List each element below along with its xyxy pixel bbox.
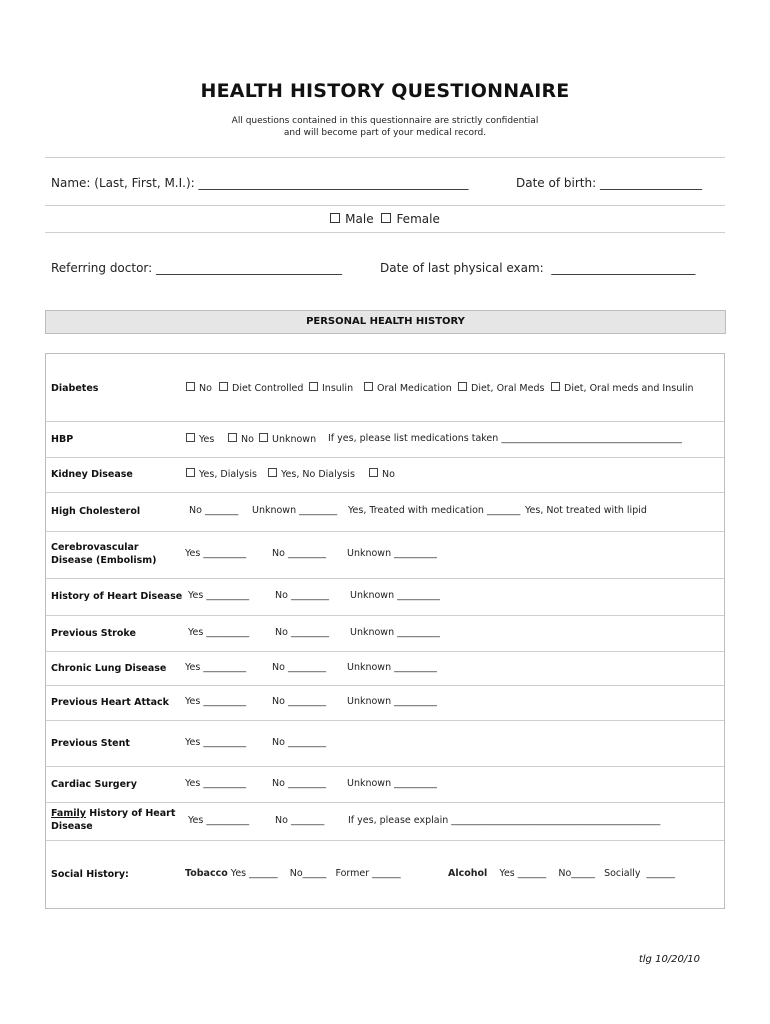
diabetes-insulin-option[interactable]: Insulin <box>309 382 353 394</box>
table-row <box>46 492 724 532</box>
diabetes-oral-option[interactable]: Oral Medication <box>364 382 452 394</box>
page-title: HEALTH HISTORY QUESTIONNAIRE <box>200 80 570 102</box>
referring-line[interactable]: _______________________________ <box>156 261 343 275</box>
checkbox[interactable] <box>309 382 318 391</box>
footer-code: tlg 10/20/10 <box>638 954 700 965</box>
hbp-yes-option[interactable]: Yes <box>186 433 214 445</box>
row-label: High Cholesterol <box>51 506 141 517</box>
attack-yes-field[interactable]: Yes _________ <box>185 696 247 707</box>
kidney-no-dialysis-option[interactable]: Yes, No Dialysis <box>268 468 355 480</box>
family-no-field[interactable]: No _______ <box>275 815 325 826</box>
section-header: PERSONAL HEALTH HISTORY <box>45 310 726 334</box>
row-label: Social History: <box>51 869 129 880</box>
tobacco-fields[interactable]: Tobacco Yes ______ No_____ Former ______ <box>185 868 401 879</box>
cerebro-yes-field[interactable]: Yes _________ <box>185 548 247 559</box>
female-checkbox[interactable] <box>381 213 391 223</box>
checkbox[interactable] <box>458 382 467 391</box>
row-label: Previous Stroke <box>51 628 136 639</box>
checkbox[interactable] <box>551 382 560 391</box>
subtitle-line-2: and will become part of your medical record. <box>283 128 487 138</box>
name-field[interactable] <box>51 176 469 190</box>
sex-options <box>0 212 770 226</box>
kidney-dialysis-option[interactable]: Yes, Dialysis <box>186 468 257 480</box>
divider <box>45 232 725 233</box>
cholesterol-no-field[interactable]: No _______ <box>189 505 239 516</box>
diabetes-diet-oral-option[interactable]: Diet, Oral Meds <box>458 382 544 394</box>
divider <box>45 205 725 206</box>
surgery-unknown-field[interactable]: Unknown _________ <box>347 778 437 789</box>
table-row <box>46 766 724 803</box>
stroke-unknown-field[interactable]: Unknown _________ <box>350 627 440 638</box>
dob-field[interactable] <box>516 176 702 190</box>
referring-label: Referring doctor: <box>51 261 153 275</box>
diabetes-diet-option[interactable]: Diet Controlled <box>219 382 303 394</box>
divider <box>45 157 725 158</box>
dob-line[interactable]: _________________ <box>599 176 702 190</box>
hbp-medications-field[interactable]: If yes, please list medications taken ______________________________________ <box>328 433 682 444</box>
row-label: Cerebrovascular Disease (Embolism) <box>51 542 157 566</box>
health-history-table <box>45 353 725 909</box>
checkbox[interactable] <box>268 468 277 477</box>
lung-yes-field[interactable]: Yes _________ <box>185 662 247 673</box>
diabetes-all-option[interactable]: Diet, Oral meds and Insulin <box>551 382 694 394</box>
family-yes-field[interactable]: Yes _________ <box>188 815 250 826</box>
diabetes-no-option[interactable]: No <box>186 382 212 394</box>
checkbox[interactable] <box>186 468 195 477</box>
row-label: Family History of Heart Disease <box>51 808 176 832</box>
stroke-no-field[interactable]: No ________ <box>275 627 329 638</box>
heart-hist-unknown-field[interactable]: Unknown _________ <box>350 590 440 601</box>
table-row <box>46 720 724 767</box>
checkbox[interactable] <box>186 382 195 391</box>
lung-unknown-field[interactable]: Unknown _________ <box>347 662 437 673</box>
row-label: Previous Stent <box>51 738 130 749</box>
stent-yes-field[interactable]: Yes _________ <box>185 737 247 748</box>
checkbox[interactable] <box>259 433 268 442</box>
family-explain-field[interactable]: If yes, please explain ____________________________________________ <box>348 815 661 826</box>
surgery-no-field[interactable]: No ________ <box>272 778 326 789</box>
checkbox[interactable] <box>228 433 237 442</box>
subtitle-line-1: All questions contained in this questionnaire are strictly confidential <box>231 116 539 126</box>
male-checkbox[interactable] <box>330 213 340 223</box>
dob-label: Date of birth: <box>516 176 597 190</box>
heart-hist-no-field[interactable]: No ________ <box>275 590 329 601</box>
row-label: HBP <box>51 434 74 445</box>
table-row <box>46 802 724 841</box>
alcohol-fields[interactable]: Alcohol Yes ______ No_____ Socially ______ <box>448 868 676 879</box>
last-exam-line[interactable]: ________________________ <box>551 261 696 275</box>
male-label: Male <box>345 212 374 226</box>
table-row <box>46 457 724 493</box>
attack-no-field[interactable]: No ________ <box>272 696 326 707</box>
row-label: Cardiac Surgery <box>51 779 137 790</box>
cholesterol-treated-field[interactable]: Yes, Treated with medication _______ <box>348 505 521 516</box>
checkbox[interactable] <box>364 382 373 391</box>
cerebro-unknown-field[interactable]: Unknown _________ <box>347 548 437 559</box>
kidney-no-option[interactable]: No <box>369 468 395 480</box>
stent-no-field[interactable]: No ________ <box>272 737 326 748</box>
row-label: Chronic Lung Disease <box>51 663 167 674</box>
table-row <box>46 651 724 686</box>
table-row <box>46 354 724 422</box>
cholesterol-not-treated-field[interactable]: Yes, Not treated with lipid <box>525 505 647 516</box>
name-label: Name: (Last, First, M.I.): <box>51 176 195 190</box>
female-label: Female <box>396 212 440 226</box>
checkbox[interactable] <box>186 433 195 442</box>
hbp-no-option[interactable]: No <box>228 433 254 445</box>
hbp-unknown-option[interactable]: Unknown <box>259 433 316 445</box>
name-line[interactable]: _____________________________________________ <box>198 176 469 190</box>
checkbox[interactable] <box>369 468 378 477</box>
row-label: Previous Heart Attack <box>51 697 169 708</box>
attack-unknown-field[interactable]: Unknown _________ <box>347 696 437 707</box>
row-label: Diabetes <box>51 383 99 394</box>
row-label: History of Heart Disease <box>51 591 183 602</box>
stroke-yes-field[interactable]: Yes _________ <box>188 627 250 638</box>
lung-no-field[interactable]: No ________ <box>272 662 326 673</box>
table-row <box>46 578 724 616</box>
heart-hist-yes-field[interactable]: Yes _________ <box>188 590 250 601</box>
cerebro-no-field[interactable]: No ________ <box>272 548 326 559</box>
last-exam-field[interactable] <box>380 261 695 275</box>
table-row <box>46 615 724 652</box>
table-row <box>46 685 724 721</box>
table-row <box>46 531 724 579</box>
cholesterol-unknown-field[interactable]: Unknown ________ <box>252 505 338 516</box>
table-row <box>46 421 724 458</box>
referring-doctor-field[interactable] <box>51 261 342 275</box>
checkbox[interactable] <box>219 382 228 391</box>
table-row <box>46 840 724 908</box>
surgery-yes-field[interactable]: Yes _________ <box>185 778 247 789</box>
last-exam-label: Date of last physical exam: <box>380 261 544 275</box>
row-label: Kidney Disease <box>51 469 133 480</box>
